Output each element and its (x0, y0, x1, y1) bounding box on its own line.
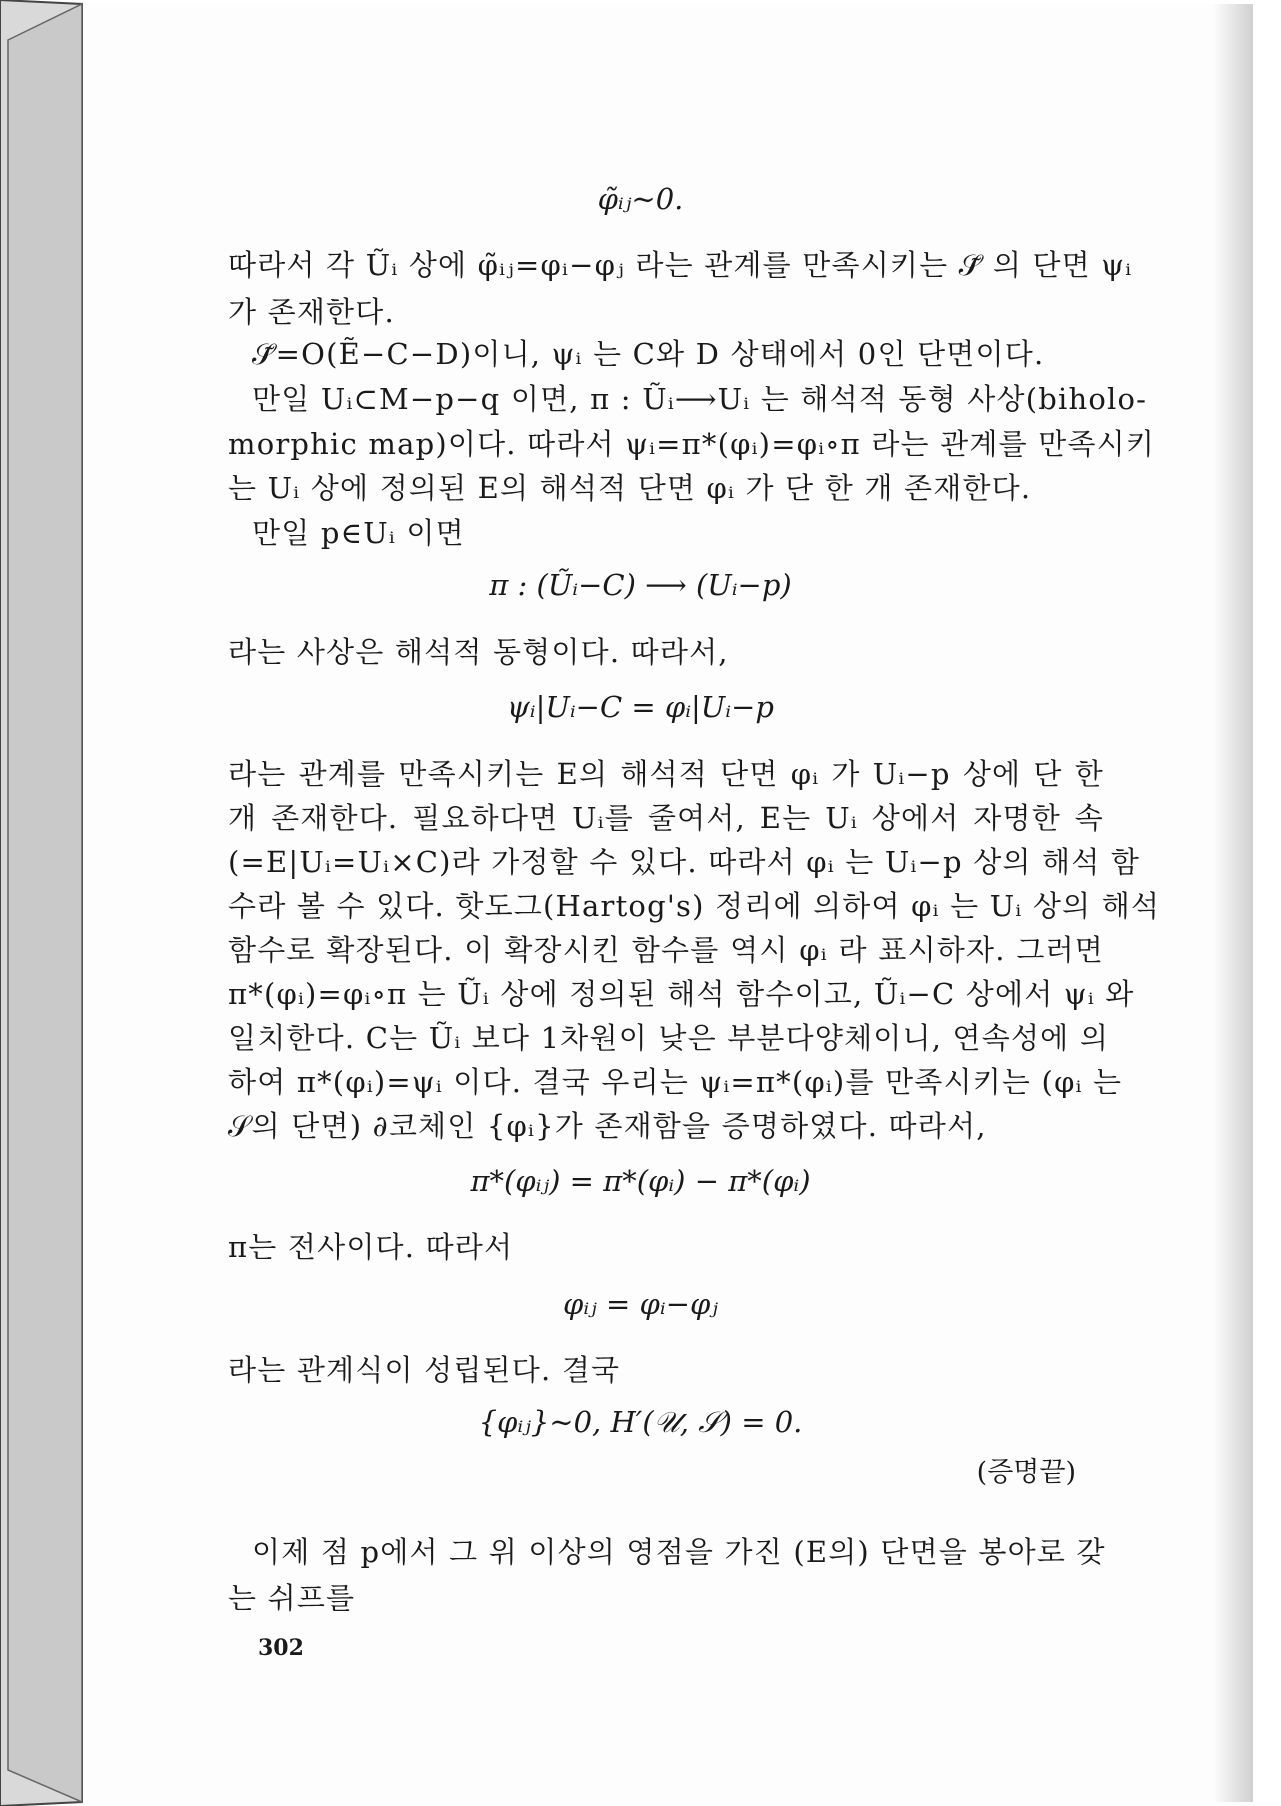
paragraph-6-line-8: 하여 π*(φᵢ)=ψᵢ 이다. 결국 우리는 ψᵢ=π*(φᵢ)를 만족시키는 (φᵢ 는 (228, 1065, 1123, 1099)
paragraph-6-line-3: (=E|Uᵢ=Uᵢ×C)라 가정할 수 있다. 따라서 φᵢ 는 Uᵢ−p 상의 해석 함 (228, 845, 1141, 879)
paragraph-2-line-1: 𝒮̃=O(Ẽ−C−D)이니, ψᵢ 는 C와 D 상태에서 0인 단면이다. (252, 337, 1045, 371)
equation-4: π*(φᵢⱼ) = π*(φᵢ) − π*(φᵢ) (470, 1164, 811, 1198)
equation-6: {φᵢⱼ}∼0, H′(𝒰, 𝒮) = 0. (478, 1405, 803, 1439)
equation-3: ψᵢ|Uᵢ−C = φᵢ|Uᵢ−p (507, 690, 774, 724)
paragraph-9-line-2: 는 쉬프를 (228, 1581, 356, 1615)
paragraph-6-line-5: 함수로 확장된다. 이 확장시킨 함수를 역시 φᵢ 라 표시하자. 그러면 (228, 933, 1104, 967)
paragraph-6-line-4: 수라 볼 수 있다. 핫도그(Hartog's) 정리에 의하여 φᵢ 는 Uᵢ 상의 해석 (228, 889, 1161, 923)
paragraph-6-line-7: 일치한다. C는 Ũᵢ 보다 1차원이 낮은 부분다양체이니, 연속성에 의 (228, 1021, 1110, 1055)
paragraph-5-line-1: 라는 사상은 해석적 동형이다. 따라서, (228, 635, 729, 669)
paragraph-4-line-1: 만일 p∈Uᵢ 이면 (252, 516, 465, 550)
paragraph-6-line-6: π*(φᵢ)=φᵢ∘π 는 Ũᵢ 상에 정의된 해석 함수이고, Ũᵢ−C 상에서 ψᵢ 와 (228, 977, 1135, 1011)
equation-1: φ̃ᵢⱼ∼0. (597, 182, 684, 216)
paragraph-6-line-9: 𝒮의 단면) ∂코체인 {φᵢ}가 존재함을 증명하였다. 따라서, (228, 1109, 987, 1143)
paragraph-3-line-1: 만일 Uᵢ⊂M−p−q 이면, π : Ũᵢ⟶Uᵢ 는 해석적 동형 사상(biholo- (252, 382, 1148, 416)
page-edge-shadow (1213, 4, 1253, 1802)
paragraph-9-line-1: 이제 점 p에서 그 위 이상의 영점을 가진 (E의) 단면을 봉아로 갖 (252, 1535, 1106, 1569)
qed-marker: (증명끝) (976, 1457, 1076, 1488)
equation-2: π : (Ũᵢ−C) ⟶ (Uᵢ−p) (489, 568, 792, 602)
paragraph-3-line-3: 는 Uᵢ 상에 정의된 E의 해석적 단면 φᵢ 가 단 한 개 존재한다. (228, 471, 1032, 505)
paragraph-7-line-1: π는 전사이다. 따라서 (228, 1230, 514, 1264)
paragraph-6-line-2: 개 존재한다. 필요하다면 Uᵢ를 줄여서, E는 Uᵢ 상에서 자명한 속 (228, 801, 1104, 835)
paragraph-6-line-1: 라는 관계를 만족시키는 E의 해석적 단면 φᵢ 가 Uᵢ−p 상에 단 한 (228, 757, 1104, 791)
paragraph-8-line-1: 라는 관계식이 성립된다. 결국 (228, 1353, 621, 1387)
paragraph-3-line-2: morphic map)이다. 따라서 ψᵢ=π*(φᵢ)=φᵢ∘π 라는 관계를 만족시키 (228, 427, 1156, 461)
page-number: 302 (258, 1635, 304, 1661)
equation-5: φᵢⱼ = φᵢ−φⱼ (563, 1287, 718, 1321)
paragraph-1-line-2: 가 존재한다. (228, 295, 395, 329)
paragraph-1-line-1: 따라서 각 Ũᵢ 상에 φ̃ᵢⱼ=φᵢ−φⱼ 라는 관계를 만족시키는 𝒮̃ 의 단면 ψᵢ (228, 248, 1133, 282)
